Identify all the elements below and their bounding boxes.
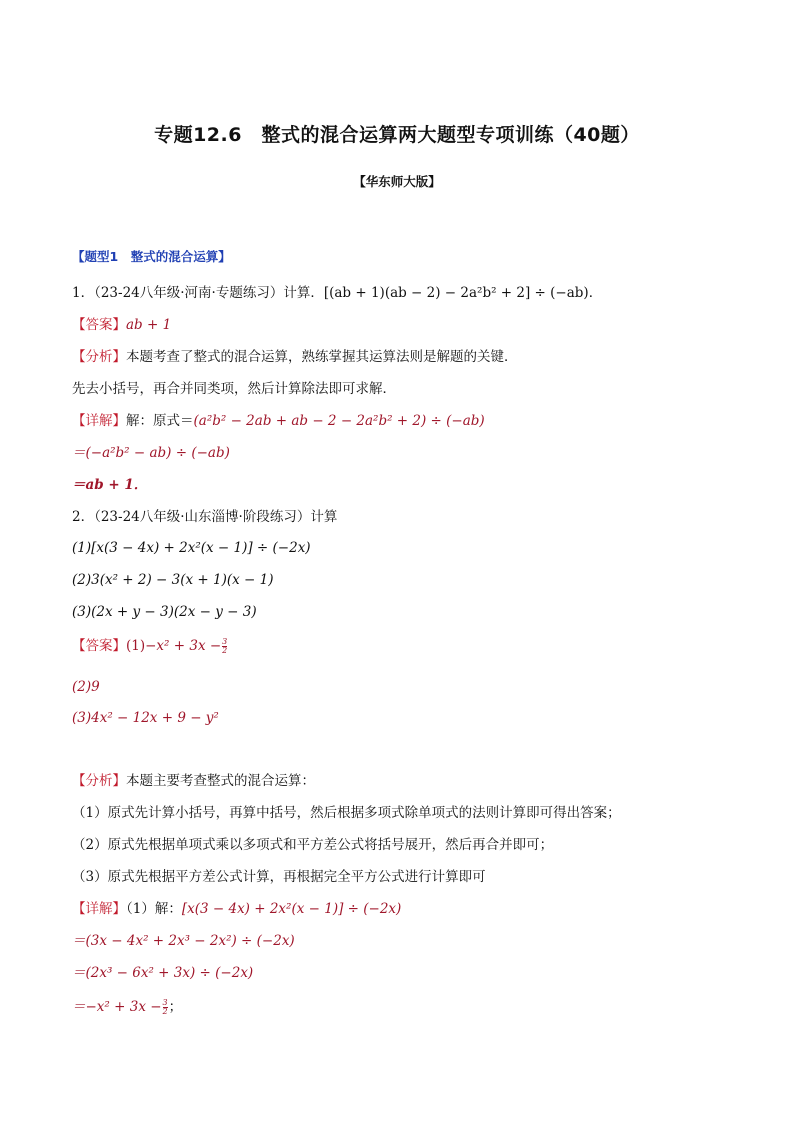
question-2-answer-2: (2)9 xyxy=(72,679,100,695)
edition-label: 【华东师大版】 xyxy=(353,174,441,189)
analysis-point-1: （1）原式先计算小括号，再算中括号，然后根据多项式除单项式的法则计算即可得出答案； xyxy=(72,805,621,821)
analysis-text: 本题考查了整式的混合运算，熟练掌握其运算法则是解题的关键． xyxy=(126,349,518,365)
answer-tag: 【答案】 xyxy=(72,638,126,654)
detail-step-1: [x(3 − 4x) + 2x²(x − 1)] ÷ (−2x) xyxy=(181,901,402,917)
detail-step-4-end: ； xyxy=(168,999,183,1015)
detail-tag: 【详解】 xyxy=(72,413,126,429)
detail-step-4 xyxy=(72,999,182,1016)
analysis-text: 本题主要考查整式的混合运算： xyxy=(126,773,315,789)
analysis-point-3: （3）原式先根据平方差公式计算，再根据完全平方公式进行计算即可 xyxy=(72,869,486,885)
question-2-stem: 2．（23-24八年级·山东淄博·阶段练习）计算 xyxy=(72,509,338,525)
question-1-answer xyxy=(72,317,171,333)
detail-prefix: 解：原式＝ xyxy=(126,413,194,429)
question-2-detail xyxy=(72,901,401,917)
analysis-tag: 【分析】 xyxy=(72,773,126,789)
fraction-denominator: 2 xyxy=(162,1007,168,1016)
analysis-point-2: （2）原式先根据单项式乘以多项式和平方差公式将括号展开，然后再合并即可； xyxy=(72,837,554,853)
answer-tag: 【答案】 xyxy=(72,317,126,333)
analysis-tag: 【分析】 xyxy=(72,349,126,365)
detail-step-2: ＝(3x − 4x² + 2x³ − 2x²) ÷ (−2x) xyxy=(72,933,295,949)
fraction-numerator: 3 xyxy=(222,637,228,646)
question-1-stem: 1．（23-24八年级·河南·专题练习）计算．[(ab + 1)(ab − 2) − 2a²b² + 2] ÷ (−ab)． xyxy=(72,285,603,301)
question-1-detail xyxy=(72,413,485,429)
answer-1-prefix: (1) xyxy=(126,638,146,654)
detail-step-1: (a²b² − 2ab + ab − 2 − 2a²b² + 2) ÷ (−ab) xyxy=(193,413,485,429)
question-2-part-2: (2)3(x² + 2) − 3(x + 1)(x − 1) xyxy=(72,572,274,588)
fraction-numerator: 3 xyxy=(162,998,168,1007)
question-2-part-1: (1)[x(3 − 4x) + 2x²(x − 1)] ÷ (−2x) xyxy=(72,540,311,556)
question-2-answer-3: (3)4x² − 12x + 9 − y² xyxy=(72,710,219,726)
question-1-detail-step-3: ＝ab + 1． xyxy=(72,477,148,493)
detail-step-4-expr: ＝−x² + 3x − xyxy=(72,999,162,1015)
detail-tag: 【详解】 xyxy=(72,901,126,917)
question-2-part-3: (3)(2x + y − 3)(2x − y − 3) xyxy=(72,604,257,620)
page-title: 专题12.6 整式的混合运算两大题型专项训练（40题） xyxy=(154,124,640,146)
question-1-analysis-line2: 先去小括号，再合并同类项，然后计算除法即可求解． xyxy=(72,381,396,397)
question-1-detail-step-2: ＝(−a²b² − ab) ÷ (−ab) xyxy=(72,445,230,461)
section-heading-type1: 【题型1 整式的混合运算】 xyxy=(72,249,231,264)
answer-value: ab + 1 xyxy=(126,317,172,333)
detail-step-3: ＝(2x³ − 6x² + 3x) ÷ (−2x) xyxy=(72,965,254,981)
detail-prefix: （1）解： xyxy=(126,901,182,917)
fraction-denominator: 2 xyxy=(222,646,228,655)
answer-1: −x² + 3x − xyxy=(145,638,222,654)
question-1-analysis xyxy=(72,349,518,365)
detail-step-4-fraction xyxy=(163,999,168,1016)
question-2-analysis xyxy=(72,773,315,789)
answer-1-fraction xyxy=(222,638,227,655)
question-2-answer xyxy=(72,638,228,655)
